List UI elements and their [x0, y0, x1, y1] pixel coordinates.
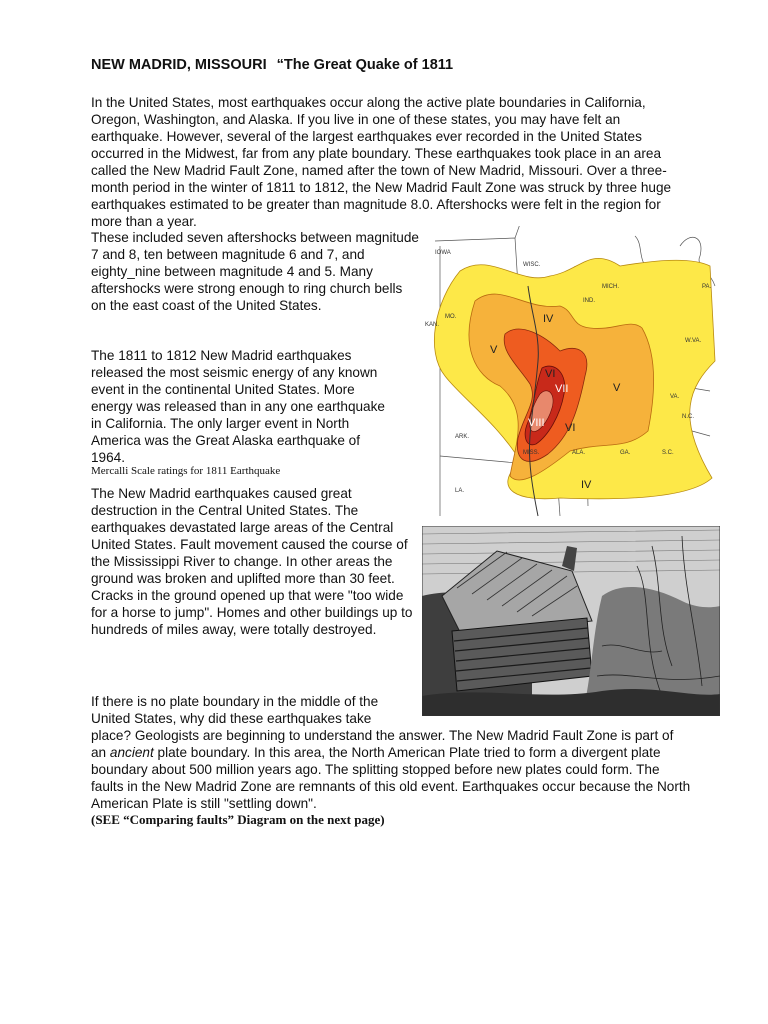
- state-label-mo: MO.: [445, 314, 457, 320]
- zone-label-iv-top: IV: [543, 313, 554, 325]
- zone-label-vi-top: VI: [545, 368, 556, 380]
- question-paragraph: If there is no plate boundary in the middle of the United States, why did these earthquakes take: [91, 694, 379, 726]
- mercalli-intensity-map: [420, 226, 720, 526]
- title-event: “The Great Quake of 1811: [276, 57, 454, 73]
- answer-text-end: plate boundary. In this area, the North American Plate tried to form a divergent plate boundary about 500 million years ago. The splitting stopped before new plates could form. The faults in the New Madrid Zone are remnants of this old event. Earthquakes occur because the North American Plate is still "settling down".: [91, 745, 691, 811]
- zone-label-v-right: V: [613, 382, 621, 394]
- destruction-paragraph: The New Madrid earthquakes caused great destruction in the Central United States. The earthquakes devastated large areas of the Central United States. Fault movement caused the course of the Mississippi River to change. In other areas the ground was broken and uplifted more than 30 feet. Cracks in the ground opened up that were "too wide for a horse to jump". Homes and other buildings up to hundreds of miles away, were totally destroyed.: [91, 486, 413, 637]
- state-label-ark: ARK.: [455, 434, 470, 440]
- state-label-mich: MICH.: [602, 284, 619, 290]
- state-label-la: LA.: [455, 488, 465, 494]
- zone-label-vii: VII: [555, 383, 569, 395]
- answer-paragraph: [91, 727, 691, 812]
- state-label-miss: MISS.: [523, 450, 540, 456]
- state-label-wisc: WISC.: [523, 262, 541, 268]
- state-label-pa: PA.: [702, 284, 712, 290]
- map-caption: Mercalli Scale ratings for 1811 Earthquake: [91, 465, 281, 477]
- state-label-va: VA.: [670, 394, 680, 400]
- page-title: [91, 57, 453, 73]
- state-label-sc: S.C.: [662, 450, 674, 456]
- state-label-iowa: IOWA: [435, 250, 451, 256]
- answer-text-start: place? Geologists are beginning to understand the answer. The New Madrid Fault Zone is part of an: [91, 728, 674, 760]
- answer-emphasis: ancient: [109, 745, 154, 760]
- state-label-ga: GA.: [620, 450, 631, 456]
- destroyed-cabin-engraving: [422, 526, 720, 716]
- state-label-kan: KAN.: [425, 322, 440, 328]
- zone-label-iv-bottom: IV: [581, 479, 592, 491]
- aftershocks-paragraph: These included seven aftershocks between magnitude 7 and 8, ten between magnitude 6 and 7, and eighty_nine between magnitude 4 and 5. Many aftershocks were strong enough to ring church bells on the east coast of the United States.: [91, 230, 419, 313]
- state-label-nc: N.C.: [682, 414, 694, 420]
- intro-paragraph: In the United States, most earthquakes occur along the active plate boundaries in California, Oregon, Washington, and Alaska. If you live in one of these states, you may have felt an earthquake. However, several of the largest earthquakes ever recorded in the United States occurred in the Midwest, far from any plate boundary. These earthquakes took place in an area called the New Madrid Fault Zone, named after the town of New Madrid, Missouri. Over a three-month period in the winter of 1811 to 1812, the New Madrid Fault Zone was struck by three huge earthquakes estimated to be greater than magnitude 8.0. Aftershocks were felt in the region for more than a year.: [91, 95, 672, 229]
- state-label-wva: W.VA.: [685, 338, 702, 344]
- state-label-ala: ALA.: [572, 450, 586, 456]
- zone-label-vi-bottom: VI: [565, 422, 576, 434]
- state-label-ind: IND.: [583, 298, 595, 304]
- title-location: NEW MADRID, MISSOURI: [91, 57, 267, 73]
- zone-label-v-left: V: [490, 344, 498, 356]
- see-diagram-note: (SEE “Comparing faults” Diagram on the next page): [91, 812, 385, 827]
- energy-paragraph: The 1811 to 1812 New Madrid earthquakes released the most seismic energy of any known event in the continental United States. More energy was released than in any one earthquake in California. The only larger event in North America was the Great Alaska earthquake of 1964.: [91, 348, 385, 465]
- zone-label-viii: VIII: [528, 417, 545, 429]
